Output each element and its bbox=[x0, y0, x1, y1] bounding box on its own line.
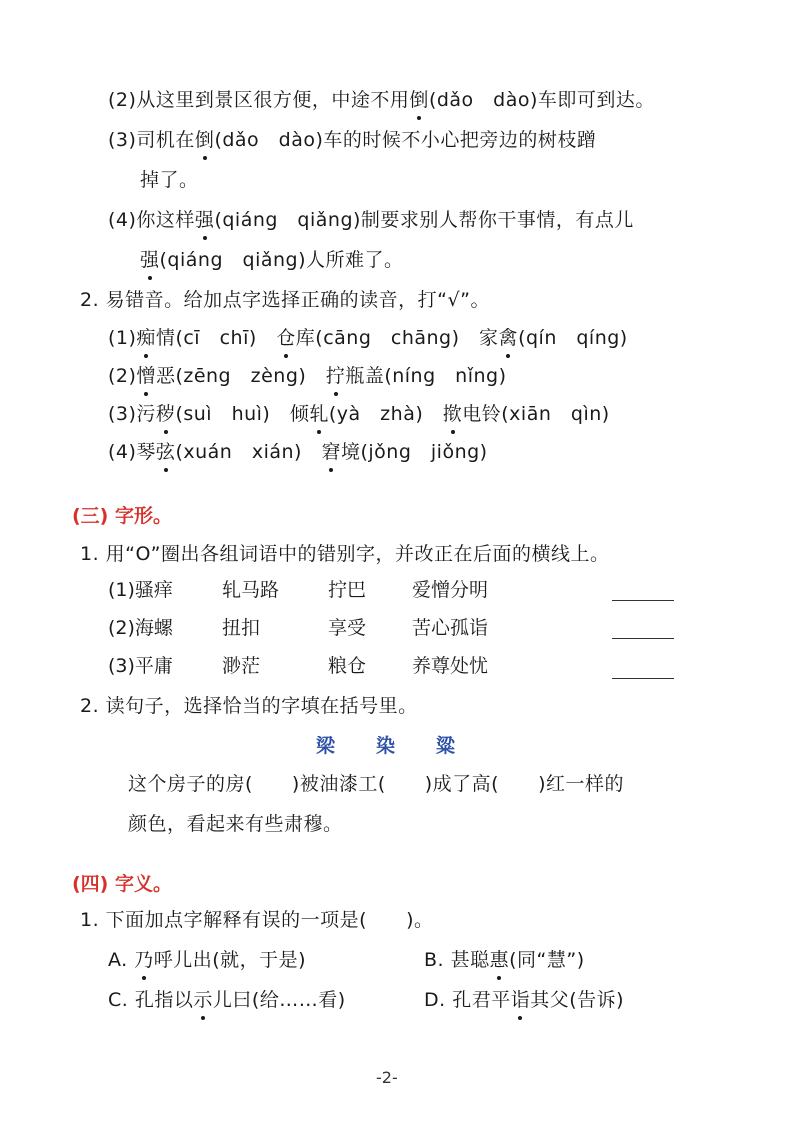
item-3-text-b: (dǎo dào)车的时候不小心把旁边的树枝蹭 bbox=[214, 129, 597, 151]
fill-sentence-2: 颜色，看起来有些肃穆。 bbox=[128, 813, 343, 835]
dotted-char: 仓 bbox=[276, 324, 296, 352]
row-text: 瓶盖(níng nǐng) bbox=[345, 365, 507, 387]
dotted-char: 示 bbox=[193, 986, 213, 1014]
typo-row-1-w4: 爱憎分明 bbox=[412, 579, 489, 601]
typo-row-2-w1: (2)海螺 bbox=[108, 617, 173, 639]
row-text: (4)琴 bbox=[108, 441, 156, 463]
pinyin-row-3 bbox=[108, 400, 610, 428]
section-4-q1: 1. 下面加点字解释有误的一项是( )。 bbox=[80, 909, 434, 931]
typo-row-3-w3: 粮仓 bbox=[328, 655, 367, 677]
option-text: B. 甚聪 bbox=[424, 949, 490, 971]
dotted-char: 拧 bbox=[326, 362, 346, 390]
option-c bbox=[108, 986, 346, 1014]
dotted-char: 轧 bbox=[309, 400, 329, 428]
typo-row-3-w2: 渺茫 bbox=[222, 655, 261, 677]
row-text: (yà zhà) bbox=[328, 403, 443, 425]
answer-line[interactable] bbox=[612, 600, 674, 601]
row-text: (suì huì) 倾 bbox=[175, 403, 310, 425]
pinyin-row-2 bbox=[108, 362, 507, 390]
dotted-char: 强 bbox=[140, 246, 160, 274]
dotted-char: 强 bbox=[195, 206, 215, 234]
pinyin-row-4 bbox=[108, 438, 488, 466]
dotted-char: 秽 bbox=[156, 400, 176, 428]
row-text: (1) bbox=[108, 327, 137, 349]
typo-row-1-w2: 轧马路 bbox=[222, 579, 280, 601]
option-text: D. 孔君平 bbox=[424, 989, 511, 1011]
typo-row-1-w1: (1)骚痒 bbox=[108, 579, 173, 601]
fill-sentence-1: 这个房子的房( )被油漆工( )成了高( )红一样的 bbox=[128, 773, 624, 795]
option-text: 呼儿出(就，于是) bbox=[153, 949, 307, 971]
row-text: (3)污 bbox=[108, 403, 156, 425]
dotted-char: 禽 bbox=[499, 324, 519, 352]
row-text: 恶(zēng zèng) bbox=[155, 365, 326, 387]
dotted-char: 倒 bbox=[195, 126, 215, 154]
option-text: (同“慧”) bbox=[509, 949, 585, 971]
answer-line[interactable] bbox=[612, 678, 674, 679]
item-3-text-a: (3)司机在 bbox=[108, 129, 195, 151]
row-text: (2) bbox=[108, 365, 137, 387]
row-text: 电铃(xiān qìn) bbox=[462, 403, 610, 425]
item-4-continued bbox=[140, 246, 404, 274]
dotted-char: 惠 bbox=[490, 946, 510, 974]
item-4 bbox=[108, 206, 634, 234]
section-3-title: (三) 字形。 bbox=[72, 505, 172, 527]
dotted-char: 倒 bbox=[409, 86, 429, 114]
item-2-text-a: (2)从这里到景区很方便，中途不用 bbox=[108, 89, 410, 111]
section-4-title: (四) 字义。 bbox=[72, 873, 172, 895]
page-number: -2- bbox=[376, 1068, 398, 1087]
typo-row-3-w1: (3)平庸 bbox=[108, 655, 173, 677]
item-2-text-b: (dǎo dào)车即可到达。 bbox=[428, 89, 655, 111]
dotted-char: 痴 bbox=[136, 324, 156, 352]
option-text: A. bbox=[108, 949, 135, 971]
item-4-text-a: (4)你这样 bbox=[108, 209, 195, 231]
pinyin-task-heading: 2. 易错音。给加点字选择正确的读音，打“√”。 bbox=[80, 289, 490, 311]
option-b bbox=[424, 946, 585, 974]
dotted-char: 憎 bbox=[136, 362, 156, 390]
option-text: C. 孔指以 bbox=[108, 989, 194, 1011]
answer-line[interactable] bbox=[612, 638, 674, 639]
section-3-q1: 1. 用“O”圈出各组词语中的错别字，并改正在后面的横线上。 bbox=[80, 543, 610, 565]
option-text: 其父(告诉) bbox=[530, 989, 625, 1011]
option-a bbox=[108, 946, 306, 974]
typo-row-2-w3: 享受 bbox=[328, 617, 367, 639]
item-3-continued: 掉了。 bbox=[140, 169, 199, 191]
dotted-char: 窘 bbox=[321, 438, 341, 466]
option-d bbox=[424, 986, 624, 1014]
item-4b-text: (qiáng qiǎng)人所难了。 bbox=[159, 249, 404, 271]
item-4-text-b: (qiáng qiǎng)制要求别人帮你干事情，有点儿 bbox=[214, 209, 634, 231]
row-text: 库(cāng chāng) 家 bbox=[295, 327, 499, 349]
typo-row-1-w3: 拧巴 bbox=[328, 579, 367, 601]
row-text: (xuán xián) bbox=[175, 441, 322, 463]
typo-row-2-w2: 扭扣 bbox=[222, 617, 261, 639]
section-3-q2: 2. 读句子，选择恰当的字填在括号里。 bbox=[80, 695, 418, 717]
item-2 bbox=[108, 86, 655, 114]
dotted-char: 揿 bbox=[443, 400, 463, 428]
item-3 bbox=[108, 126, 596, 154]
dotted-char: 弦 bbox=[156, 438, 176, 466]
row-text: (qín qíng) bbox=[518, 327, 628, 349]
dotted-char: 诣 bbox=[511, 986, 531, 1014]
option-text: 儿曰(给……看) bbox=[212, 989, 346, 1011]
typo-row-3-w4: 养尊处忧 bbox=[412, 655, 489, 677]
typo-row-2-w4: 苦心孤诣 bbox=[412, 617, 489, 639]
row-text: 境(jǒng jiǒng) bbox=[340, 441, 488, 463]
pinyin-row-1 bbox=[108, 324, 628, 352]
dotted-char: 乃 bbox=[134, 946, 154, 974]
row-text: 情(cī chī) bbox=[155, 327, 277, 349]
character-choices: 梁 染 粱 bbox=[316, 735, 457, 757]
